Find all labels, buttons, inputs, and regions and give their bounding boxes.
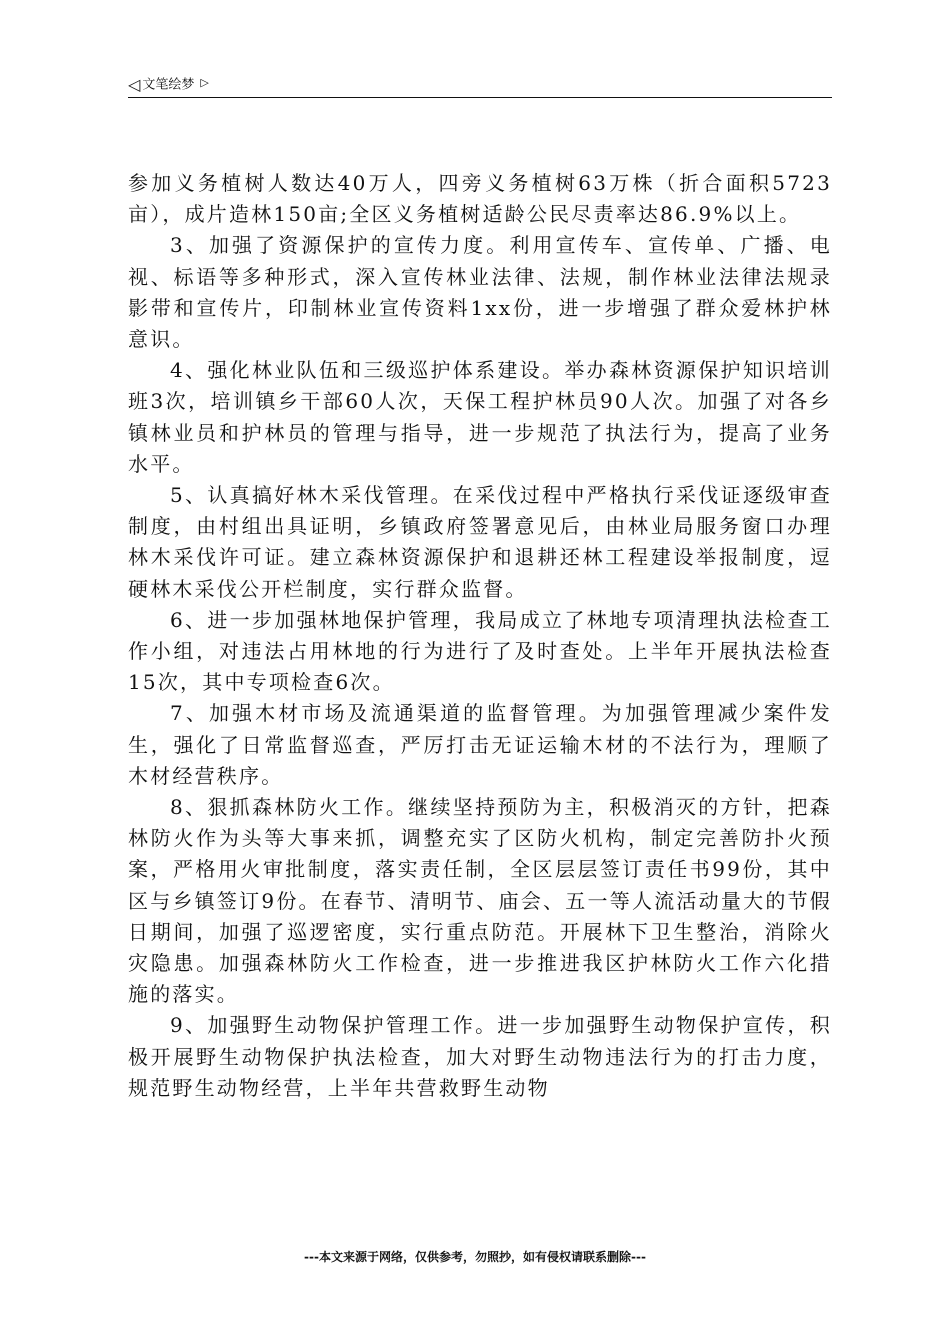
brand-name: 文笔绘梦: [142, 77, 195, 93]
page-footer: ---本文来源于网络，仅供参考，勿照抄，如有侵权请联系删除---: [304, 1250, 646, 1264]
paragraph-item-5: 5、认真搞好林木采伐管理。在采伐过程中严格执行采伐证逐级审查制度，由村组出具证明，乡镇政府签署意见后，由林业局服务窗口办理林木采伐许可证。建立森林资源保护和退耕还林工程建设举报制度，逗硬林木采伐公开栏制度，实行群众监督。: [128, 483, 832, 601]
paragraph-item-8: 8、狠抓森林防火工作。继续坚持预防为主，积极消灭的方针，把森林防火作为头等大事来抓，调整充实了区防火机构，制定完善防扑火预案，严格用火审批制度，落实责任制，全区层层签订责任书99份，其中区与乡镇签订9份。在春节、清明节、庙会、五一等人流活动量大的节假日期间，加强了巡逻密度，实行重点防范。开展林下卫生整治，消除火灾隐患。加强森林防火工作检查，进一步推进我区护林防火工作六化措施的落实。: [128, 795, 832, 1007]
right-triangle-icon: ▷: [200, 76, 209, 89]
paragraph-item-4: 4、强化林业队伍和三级巡护体系建设。举办森林资源保护知识培训班3次，培训镇乡干部60人次，天保工程护林员90人次。加强了对各乡镇林业员和护林员的管理与指导，进一步规范了执法行为，提高了业务水平。: [128, 358, 832, 476]
paragraph-item-3: 3、加强了资源保护的宣传力度。利用宣传车、宣传单、广播、电视、标语等多种形式，深入宣传林业法律、法规，制作林业法律法规录影带和宣传片，印制林业宣传资料1xx份，进一步增强了群众爱林护林意识。: [128, 233, 832, 352]
header-divider: [128, 97, 832, 98]
page-header: [128, 74, 832, 96]
paragraph-item-7: 7、加强木材市场及流通渠道的监督管理。为加强管理减少案件发生，强化了日常监督巡查，严厉打击无证运输木材的不法行为，理顺了木材经营秩序。: [128, 701, 832, 788]
left-triangle-icon: ◁: [128, 75, 141, 94]
paragraph-item-9: 9、加强野生动物保护管理工作。进一步加强野生动物保护宣传，积极开展野生动物保护执法检查，加大对野生动物违法行为的打击力度，规范野生动物经营，上半年共营救野生动物: [128, 1013, 832, 1100]
paragraph-continuation: 参加义务植树人数达40万人，四旁义务植树63万株（折合面积5723亩），成片造林150亩;全区义务植树适龄公民尽责率达86.9%以上。: [128, 171, 832, 227]
paragraph-item-6: 6、进一步加强林地保护管理，我局成立了林地专项清理执法检查工作小组，对违法占用林地的行为进行了及时查处。上半年开展执法检查15次，其中专项检查6次。: [128, 607, 832, 695]
document-body: [128, 168, 832, 1104]
